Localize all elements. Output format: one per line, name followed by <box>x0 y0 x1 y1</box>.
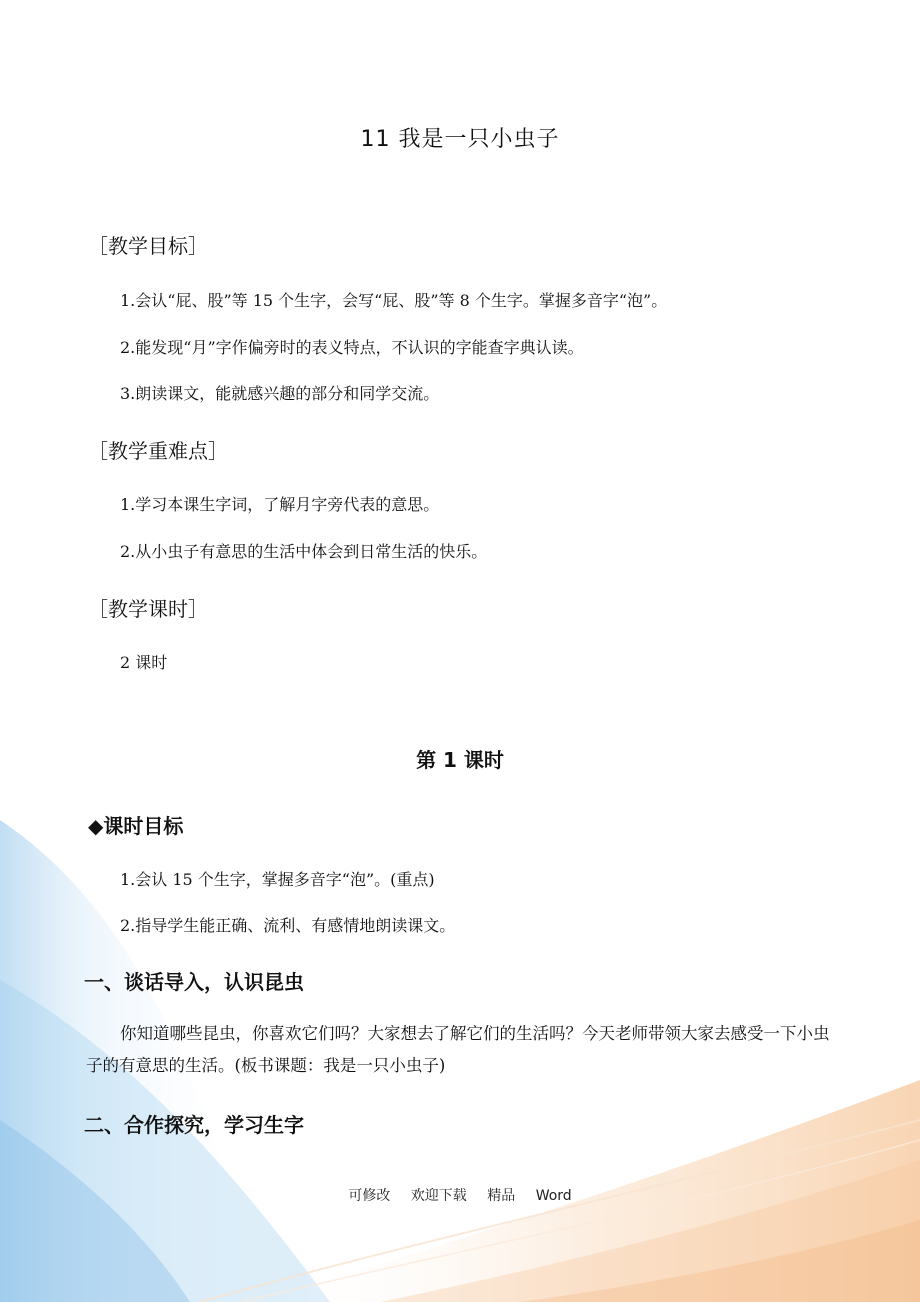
periods-value: 2 课时 <box>120 653 168 672</box>
document-title: 11 我是一只小虫子 <box>360 127 560 152</box>
footer <box>0 1185 920 1205</box>
key-point-item: 2.从小虫子有意思的生活中体会到日常生活的快乐。 <box>120 542 488 561</box>
key-points-heading: ［教学重难点］ <box>88 439 228 463</box>
objectives-heading: ［教学目标］ <box>88 234 208 258</box>
lesson-goal-item: 1.会认 15 个生字，掌握多音字“泡”。(重点) <box>120 870 435 889</box>
step1-heading: 一、谈话导入，认识昆虫 <box>84 970 304 994</box>
step1-paragraph: 你知道哪些昆虫，你喜欢它们吗？大家想去了解它们的生活吗？今天老师带领大家去感受一下小虫子的有意思的生活。(板书课题：我是一只小虫子) <box>86 1024 830 1075</box>
objective-item: 3.朗读课文，能就感兴趣的部分和同学交流。 <box>120 384 440 403</box>
objective-item: 1.会认“屁、股”等 15 个生字，会写“屁、股”等 8 个生字。掌握多音字“泡”。 <box>120 291 668 310</box>
lesson-title: 第 1 课时 <box>416 748 504 772</box>
footer-item: 精品 <box>487 1188 516 1204</box>
step2-heading: 二、合作探究，学习生字 <box>84 1113 304 1137</box>
footer-item: Word <box>535 1188 572 1204</box>
periods-heading: ［教学课时］ <box>88 597 208 621</box>
lesson-goals-heading: ◆课时目标 <box>88 814 184 838</box>
footer-item: 可修改 <box>348 1188 391 1204</box>
objective-item: 2.能发现“月”字作偏旁时的表义特点，不认识的字能查字典认读。 <box>120 338 584 357</box>
lesson-goal-item: 2.指导学生能正确、流利、有感情地朗读课文。 <box>120 916 456 935</box>
key-point-item: 1.学习本课生字词，了解月字旁代表的意思。 <box>120 495 440 514</box>
footer-item: 欢迎下载 <box>410 1188 467 1204</box>
